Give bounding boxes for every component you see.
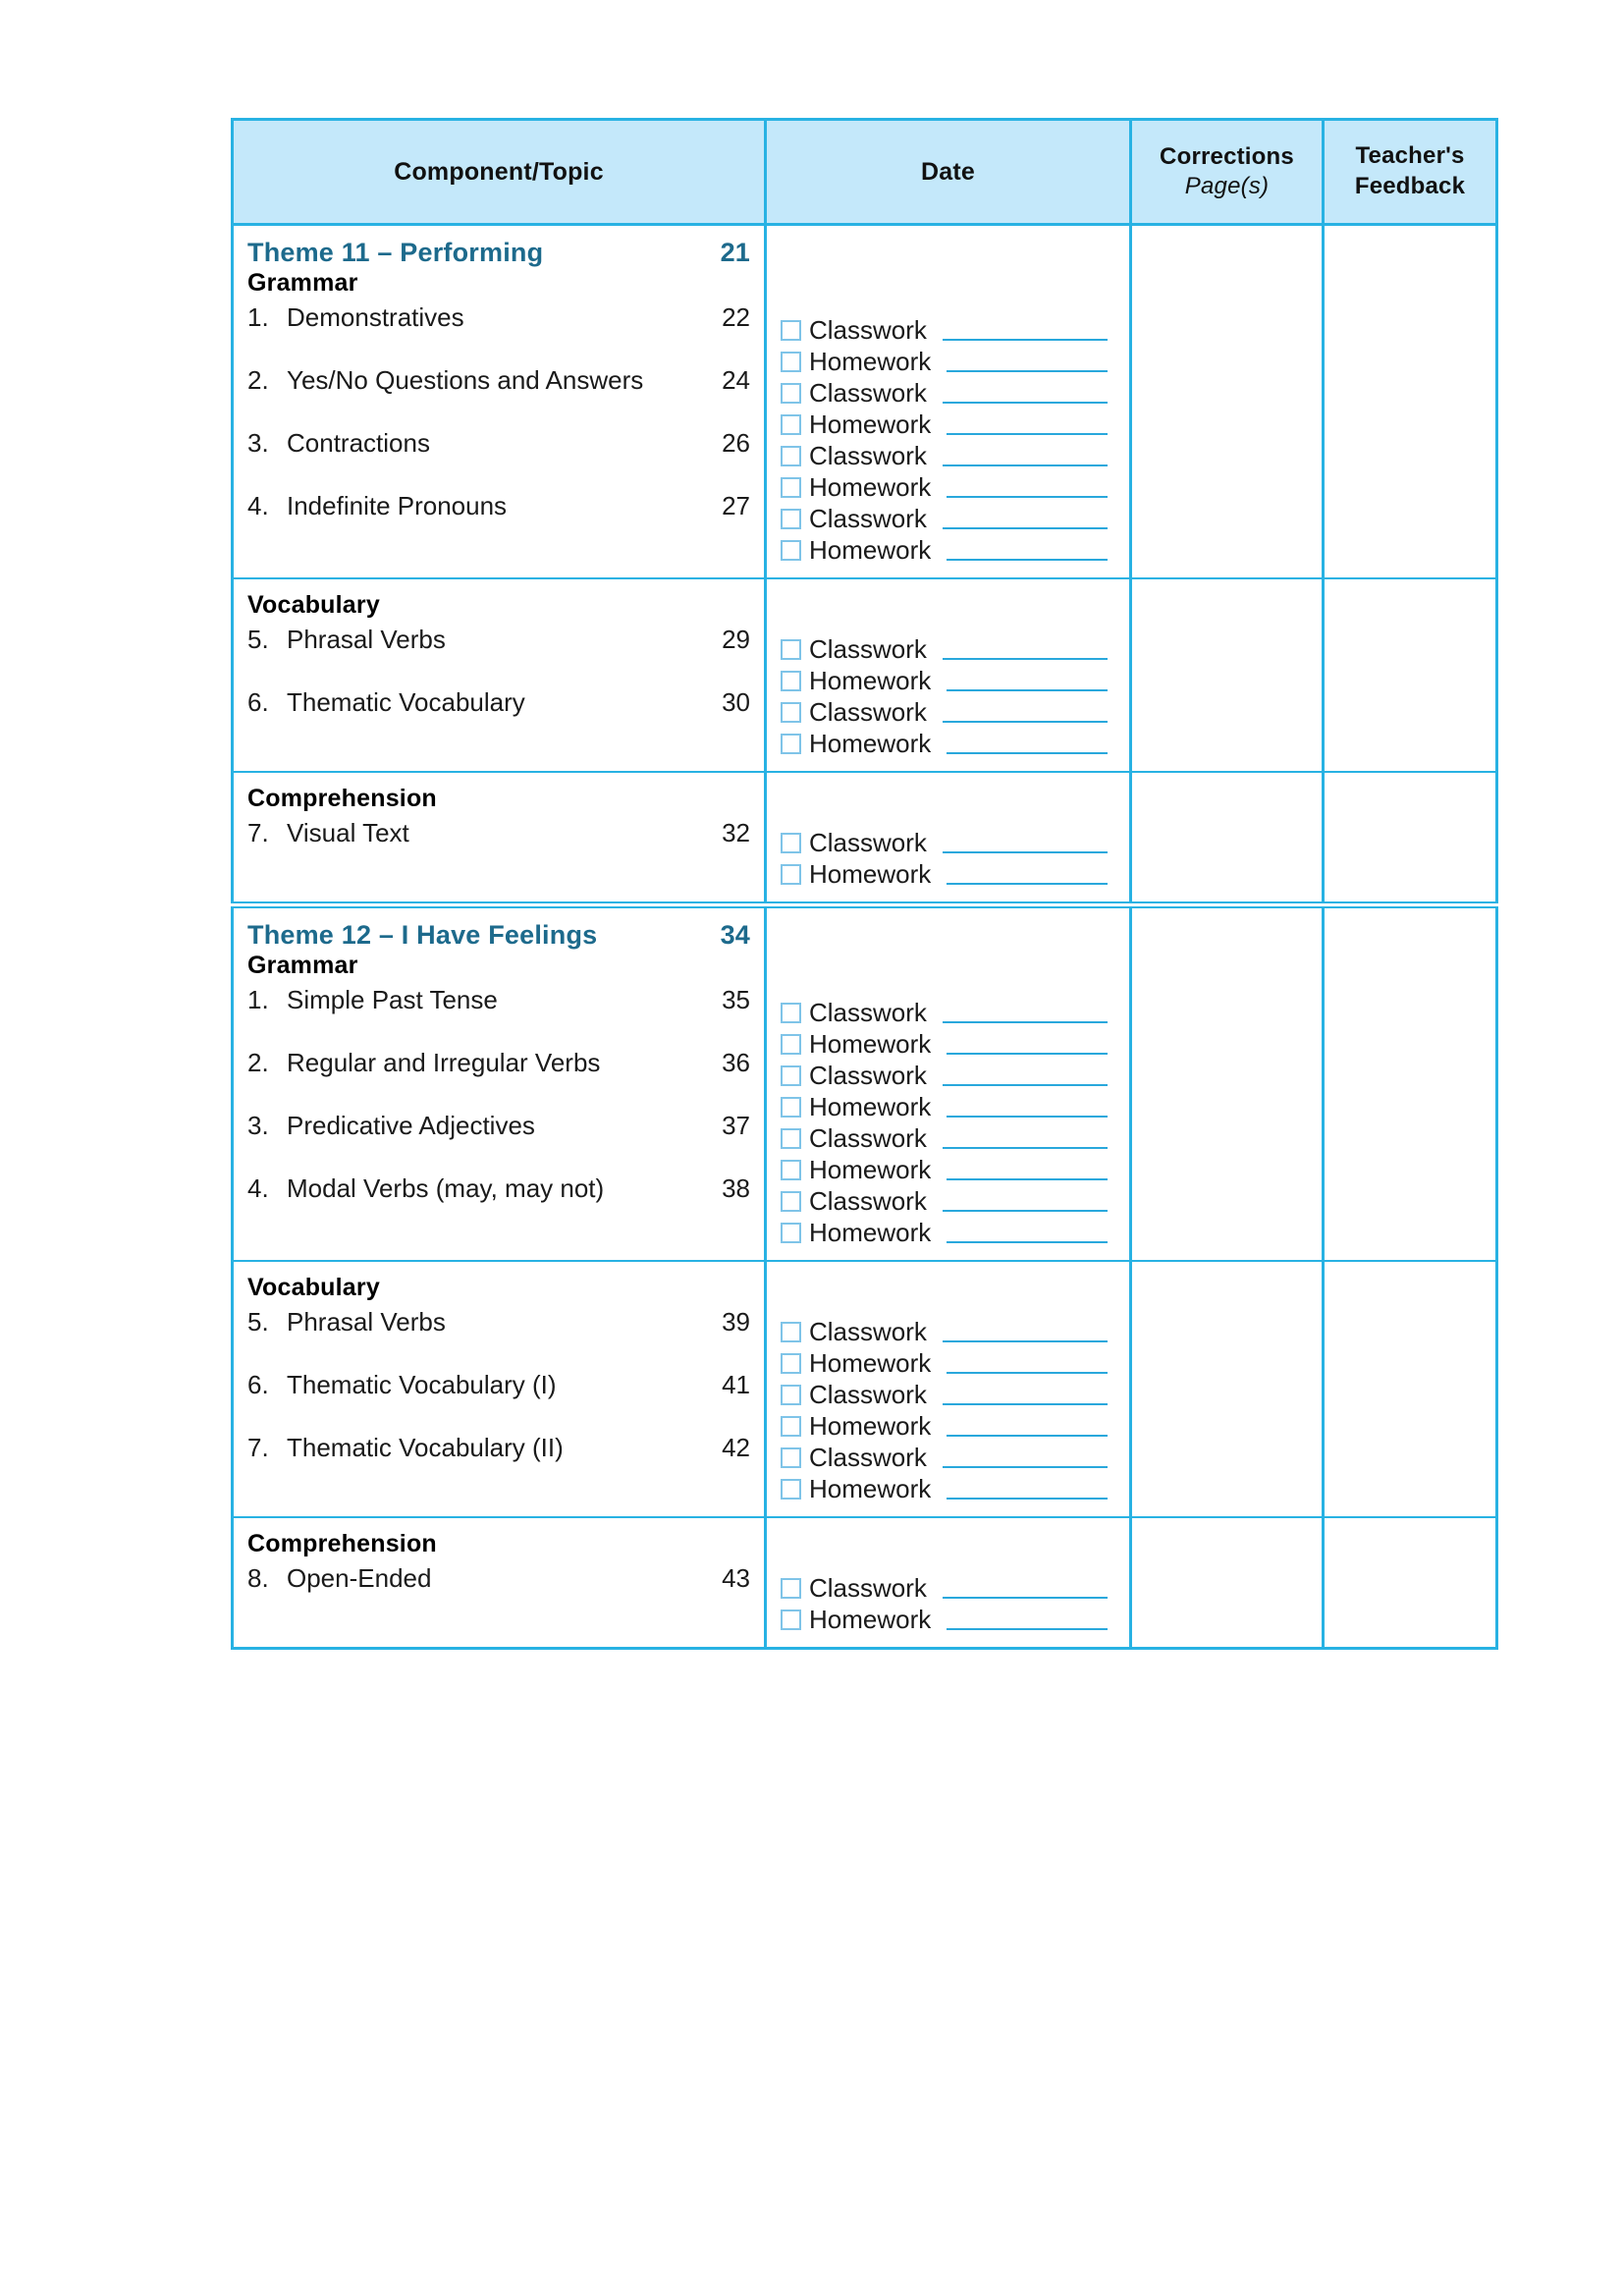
- date-write-in-line[interactable]: [943, 658, 1108, 660]
- classwork-label: Classwork: [809, 827, 927, 857]
- date-entry-row: [781, 696, 1113, 728]
- classwork-checkbox[interactable]: [781, 1191, 801, 1212]
- topic-item-page-number: 39: [722, 1307, 750, 1337]
- classwork-label: Classwork: [809, 440, 927, 470]
- date-entry-row: [781, 1572, 1113, 1604]
- table-header: [233, 120, 1497, 225]
- date-write-in-line[interactable]: [943, 851, 1108, 853]
- topic-item-name: Contractions: [287, 428, 430, 458]
- classwork-checkbox[interactable]: [781, 1065, 801, 1086]
- date-write-in-line[interactable]: [943, 402, 1108, 404]
- date-cell-spacer: [781, 783, 1113, 827]
- date-entry-row: [781, 534, 1113, 566]
- topic-item-page-number: 32: [722, 818, 750, 847]
- classwork-checkbox[interactable]: [781, 1128, 801, 1149]
- topic-item-name: Thematic Vocabulary (II): [287, 1433, 564, 1462]
- topic-cell: [233, 578, 766, 772]
- table-row: [233, 1261, 1497, 1517]
- topic-list-item: [247, 1564, 750, 1627]
- date-entry-row: [781, 1473, 1113, 1504]
- topic-item-page-number: 43: [722, 1563, 750, 1593]
- homework-checkbox[interactable]: [781, 1479, 801, 1500]
- section-heading: Comprehension: [247, 785, 437, 812]
- table-row: [233, 772, 1497, 905]
- teacher-feedback-cell[interactable]: [1324, 772, 1497, 905]
- topic-cell: [233, 1261, 766, 1517]
- homework-label: Homework: [809, 1091, 932, 1121]
- date-cell: [766, 1261, 1131, 1517]
- homework-checkbox[interactable]: [781, 1160, 801, 1180]
- classwork-label: Classwork: [809, 1316, 927, 1346]
- classwork-label: Classwork: [809, 503, 927, 533]
- date-cell-spacer: [781, 236, 1113, 314]
- date-cell: [766, 578, 1131, 772]
- corrections-cell[interactable]: [1131, 578, 1324, 772]
- date-entry-row: [781, 1154, 1113, 1185]
- topic-item-page-number: 27: [722, 491, 750, 520]
- homework-checkbox[interactable]: [781, 1097, 801, 1118]
- homework-label: Homework: [809, 1604, 932, 1634]
- homework-label: Homework: [809, 1028, 932, 1059]
- topic-item-number: 2.: [247, 1048, 269, 1077]
- date-cell: [766, 225, 1131, 579]
- date-entry-row: [781, 503, 1113, 534]
- classwork-label: Classwork: [809, 696, 927, 727]
- date-entry-row: [781, 1060, 1113, 1091]
- teacher-feedback-cell[interactable]: [1324, 905, 1497, 1262]
- classwork-label: Classwork: [809, 1379, 927, 1409]
- table-row: [233, 905, 1497, 1262]
- topic-item-number: 7.: [247, 818, 269, 847]
- date-write-in-line[interactable]: [943, 527, 1108, 529]
- date-write-in-line[interactable]: [943, 1597, 1108, 1599]
- topic-item-page-number: 41: [722, 1370, 750, 1399]
- date-entry-row: [781, 1122, 1113, 1154]
- corrections-cell[interactable]: [1131, 772, 1324, 905]
- classwork-checkbox[interactable]: [781, 833, 801, 853]
- corrections-label: Corrections: [1160, 142, 1294, 170]
- classwork-checkbox[interactable]: [781, 446, 801, 466]
- date-entry-row: [781, 1410, 1113, 1442]
- section-heading: Grammar: [247, 952, 358, 979]
- topic-item-page-number: 22: [722, 302, 750, 332]
- homework-checkbox[interactable]: [781, 414, 801, 435]
- topic-list-item: [247, 1308, 750, 1371]
- date-write-in-line[interactable]: [947, 1053, 1108, 1055]
- homework-label: Homework: [809, 409, 932, 439]
- date-write-in-line[interactable]: [943, 464, 1108, 466]
- topic-list-item: [247, 1049, 750, 1112]
- date-entry-row: [781, 997, 1113, 1028]
- classwork-checkbox[interactable]: [781, 1578, 801, 1599]
- homework-label: Homework: [809, 1347, 932, 1378]
- topic-item-number: 6.: [247, 1370, 269, 1399]
- date-write-in-line[interactable]: [943, 1147, 1108, 1149]
- topic-item-page-number: 30: [722, 687, 750, 717]
- date-write-in-line[interactable]: [943, 721, 1108, 723]
- date-write-in-line[interactable]: [947, 1435, 1108, 1437]
- date-entry-row: [781, 858, 1113, 890]
- corrections-cell[interactable]: [1131, 905, 1324, 1262]
- date-write-in-line[interactable]: [943, 339, 1108, 341]
- classwork-label: Classwork: [809, 1442, 927, 1472]
- topic-list-item: [247, 986, 750, 1049]
- topic-cell: [233, 1517, 766, 1649]
- topic-item-number: 4.: [247, 1173, 269, 1203]
- date-entry-row: [781, 377, 1113, 409]
- topic-item-page-number: 42: [722, 1433, 750, 1462]
- topic-item-name: Phrasal Verbs: [287, 1307, 446, 1337]
- theme-heading: [247, 238, 750, 268]
- topic-item-name: Open-Ended: [287, 1563, 432, 1593]
- topic-item-name: Indefinite Pronouns: [287, 491, 508, 520]
- topic-list-item: [247, 1112, 750, 1174]
- date-write-in-line[interactable]: [947, 1116, 1108, 1118]
- topic-item-number: 8.: [247, 1563, 269, 1593]
- theme-page-number: 21: [720, 238, 750, 267]
- classwork-label: Classwork: [809, 314, 927, 345]
- corrections-sublabel: Page(s): [1184, 173, 1270, 199]
- date-write-in-line[interactable]: [943, 1210, 1108, 1212]
- date-entry-row: [781, 1442, 1113, 1473]
- topic-item-number: 4.: [247, 491, 269, 520]
- homework-label: Homework: [809, 1154, 932, 1184]
- date-write-in-line[interactable]: [943, 1403, 1108, 1405]
- topic-list-item: [247, 819, 750, 882]
- topic-item-number: 1.: [247, 302, 269, 332]
- date-entry-row: [781, 1347, 1113, 1379]
- topic-item-name: Thematic Vocabulary: [287, 687, 525, 717]
- topic-item-number: 1.: [247, 985, 269, 1014]
- date-write-in-line[interactable]: [943, 1340, 1108, 1342]
- feedback-label-line1: Teacher's: [1355, 142, 1465, 170]
- homework-checkbox[interactable]: [781, 477, 801, 498]
- column-header-date: Date: [766, 120, 1131, 225]
- classwork-checkbox[interactable]: [781, 383, 801, 404]
- date-entry-row: [781, 665, 1113, 696]
- date-write-in-line[interactable]: [947, 689, 1108, 691]
- topic-item-page-number: 37: [722, 1111, 750, 1140]
- date-entry-row: [781, 1091, 1113, 1122]
- date-write-in-line[interactable]: [947, 496, 1108, 498]
- table-row: [233, 225, 1497, 579]
- classwork-label: Classwork: [809, 997, 927, 1027]
- topic-cell: [233, 905, 766, 1262]
- date-entry-row: [781, 440, 1113, 471]
- date-write-in-line[interactable]: [947, 1498, 1108, 1500]
- topic-item-name: Predicative Adjectives: [287, 1111, 535, 1140]
- date-cell-spacer: [781, 1528, 1113, 1572]
- classwork-checkbox[interactable]: [781, 702, 801, 723]
- topic-item-name: Modal Verbs (may, may not): [287, 1173, 605, 1203]
- topic-item-page-number: 35: [722, 985, 750, 1014]
- homework-label: Homework: [809, 471, 932, 502]
- topic-list-item: [247, 492, 750, 555]
- date-write-in-line[interactable]: [947, 883, 1108, 885]
- classwork-checkbox[interactable]: [781, 509, 801, 529]
- topic-item-number: 7.: [247, 1433, 269, 1462]
- date-write-in-line[interactable]: [947, 433, 1108, 435]
- date-entry-row: [781, 1316, 1113, 1347]
- topic-list-item: [247, 429, 750, 492]
- homework-label: Homework: [809, 1217, 932, 1247]
- topic-list-item: [247, 303, 750, 366]
- theme-title: Theme 11 – Performing: [247, 238, 544, 267]
- homework-label: Homework: [809, 665, 932, 695]
- homework-checkbox[interactable]: [781, 352, 801, 372]
- topic-item-number: 5.: [247, 1307, 269, 1337]
- homework-label: Homework: [809, 1410, 932, 1441]
- classwork-label: Classwork: [809, 633, 927, 664]
- homework-label: Homework: [809, 1473, 932, 1503]
- homework-label: Homework: [809, 728, 932, 758]
- teacher-feedback-cell[interactable]: [1324, 578, 1497, 772]
- homework-label: Homework: [809, 534, 932, 565]
- topic-list-item: [247, 688, 750, 751]
- section-heading: Vocabulary: [247, 591, 380, 619]
- topic-cell: [233, 772, 766, 905]
- homework-checkbox[interactable]: [781, 1353, 801, 1374]
- date-write-in-line[interactable]: [947, 559, 1108, 561]
- topic-item-name: Phrasal Verbs: [287, 625, 446, 654]
- teacher-feedback-cell[interactable]: [1324, 1261, 1497, 1517]
- teacher-feedback-cell[interactable]: [1324, 225, 1497, 579]
- date-cell-spacer: [781, 1272, 1113, 1316]
- homework-label: Homework: [809, 346, 932, 376]
- header-row: [233, 120, 1497, 225]
- section-heading: Vocabulary: [247, 1274, 380, 1301]
- classwork-checkbox[interactable]: [781, 1447, 801, 1468]
- section-heading: Comprehension: [247, 1530, 437, 1557]
- classwork-checkbox[interactable]: [781, 1003, 801, 1023]
- progress-table: [231, 118, 1498, 1650]
- corrections-cell[interactable]: [1131, 1517, 1324, 1649]
- date-entry-row: [781, 1217, 1113, 1248]
- column-header-teacher-feedback: [1324, 120, 1497, 225]
- date-cell: [766, 905, 1131, 1262]
- date-write-in-line[interactable]: [943, 1084, 1108, 1086]
- date-write-in-line[interactable]: [947, 370, 1108, 372]
- topic-list-item: [247, 1434, 750, 1497]
- homework-label: Homework: [809, 858, 932, 889]
- topic-list-item: [247, 1371, 750, 1434]
- homework-checkbox[interactable]: [781, 540, 801, 561]
- classwork-checkbox[interactable]: [781, 320, 801, 341]
- topic-list-item: [247, 366, 750, 429]
- feedback-label-line2: Feedback: [1354, 173, 1466, 199]
- column-header-topic: Component/Topic: [233, 120, 766, 225]
- classwork-checkbox[interactable]: [781, 1322, 801, 1342]
- theme-heading: [247, 920, 750, 951]
- topic-item-page-number: 29: [722, 625, 750, 654]
- date-cell: [766, 1517, 1131, 1649]
- date-cell-spacer: [781, 918, 1113, 997]
- classwork-checkbox[interactable]: [781, 639, 801, 660]
- homework-checkbox[interactable]: [781, 671, 801, 691]
- homework-checkbox[interactable]: [781, 734, 801, 754]
- date-write-in-line[interactable]: [947, 1241, 1108, 1243]
- teacher-feedback-cell[interactable]: [1324, 1517, 1497, 1649]
- date-entry-row: [781, 1604, 1113, 1635]
- date-write-in-line[interactable]: [947, 1628, 1108, 1630]
- topic-item-number: 5.: [247, 625, 269, 654]
- topic-item-name: Demonstratives: [287, 302, 464, 332]
- theme-page-number: 34: [720, 920, 750, 950]
- homework-checkbox[interactable]: [781, 1416, 801, 1437]
- classwork-label: Classwork: [809, 1122, 927, 1153]
- date-write-in-line[interactable]: [947, 1372, 1108, 1374]
- classwork-checkbox[interactable]: [781, 1385, 801, 1405]
- topic-list-item: [247, 626, 750, 688]
- classwork-label: Classwork: [809, 1060, 927, 1090]
- classwork-label: Classwork: [809, 1185, 927, 1216]
- topic-item-page-number: 24: [722, 365, 750, 395]
- date-entry-row: [781, 314, 1113, 346]
- topic-item-page-number: 26: [722, 428, 750, 458]
- date-write-in-line[interactable]: [947, 752, 1108, 754]
- date-entry-row: [781, 471, 1113, 503]
- homework-checkbox[interactable]: [781, 864, 801, 885]
- date-write-in-line[interactable]: [947, 1178, 1108, 1180]
- progress-table-container: [231, 118, 1495, 1650]
- date-entry-row: [781, 1185, 1113, 1217]
- topic-item-name: Thematic Vocabulary (I): [287, 1370, 557, 1399]
- date-entry-row: [781, 346, 1113, 377]
- section-heading: Grammar: [247, 269, 358, 297]
- topic-item-name: Simple Past Tense: [287, 985, 498, 1014]
- date-entry-row: [781, 728, 1113, 759]
- homework-checkbox[interactable]: [781, 1610, 801, 1630]
- table-body: [233, 225, 1497, 1649]
- date-write-in-line[interactable]: [943, 1021, 1108, 1023]
- topic-item-number: 2.: [247, 365, 269, 395]
- topic-item-number: 6.: [247, 687, 269, 717]
- classwork-label: Classwork: [809, 377, 927, 408]
- topic-cell: [233, 225, 766, 579]
- topic-item-number: 3.: [247, 1111, 269, 1140]
- date-entry-row: [781, 827, 1113, 858]
- theme-title: Theme 12 – I Have Feelings: [247, 920, 598, 950]
- date-cell: [766, 772, 1131, 905]
- topic-item-name: Regular and Irregular Verbs: [287, 1048, 601, 1077]
- date-entry-row: [781, 1028, 1113, 1060]
- date-write-in-line[interactable]: [943, 1466, 1108, 1468]
- corrections-cell[interactable]: [1131, 1261, 1324, 1517]
- topic-item-page-number: 38: [722, 1173, 750, 1203]
- topic-list-item: [247, 1174, 750, 1237]
- table-row: [233, 578, 1497, 772]
- topic-item-name: Visual Text: [287, 818, 409, 847]
- corrections-cell[interactable]: [1131, 225, 1324, 579]
- homework-checkbox[interactable]: [781, 1034, 801, 1055]
- classwork-label: Classwork: [809, 1572, 927, 1603]
- date-entry-row: [781, 1379, 1113, 1410]
- topic-item-name: Yes/No Questions and Answers: [287, 365, 644, 395]
- date-entry-row: [781, 633, 1113, 665]
- topic-item-page-number: 36: [722, 1048, 750, 1077]
- homework-checkbox[interactable]: [781, 1223, 801, 1243]
- date-cell-spacer: [781, 589, 1113, 633]
- table-row: [233, 1517, 1497, 1649]
- date-entry-row: [781, 409, 1113, 440]
- column-header-corrections: [1131, 120, 1324, 225]
- topic-item-number: 3.: [247, 428, 269, 458]
